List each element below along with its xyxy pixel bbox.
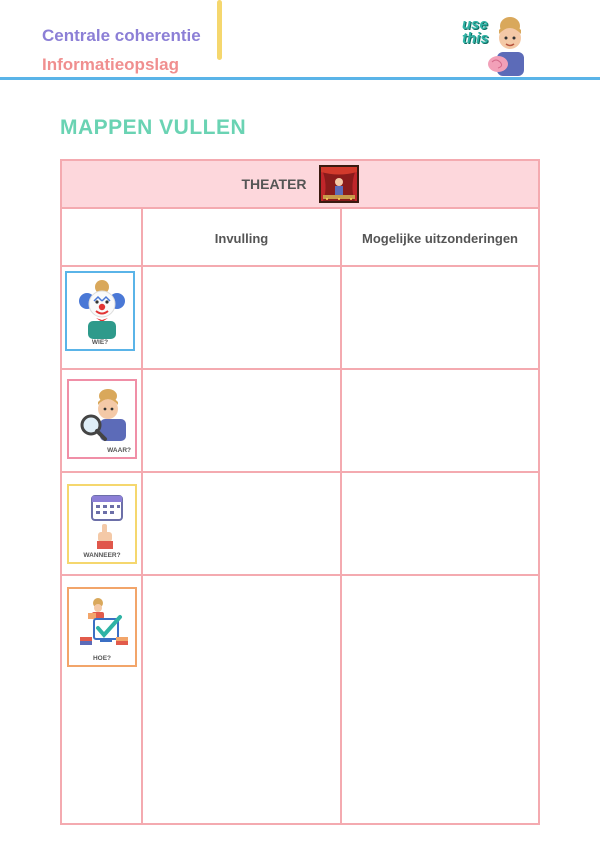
header-title-secondary: Informatieopslag (42, 55, 179, 74)
row-label-wanneer: WANNEER? (83, 552, 121, 559)
row-icon-card-hoe (67, 587, 137, 667)
column-header-invulling: Invulling (214, 230, 269, 246)
row-icon-card-wanneer (67, 484, 137, 564)
cell-invulling-waar (143, 370, 340, 471)
cell-uitzonderingen-hoe (342, 576, 538, 823)
header-title-primary: Centrale coherentie (42, 26, 201, 45)
clown-avatar-icon (76, 279, 128, 341)
theater-stage-icon (319, 165, 359, 203)
cell-invulling-wie (143, 267, 340, 368)
cell-uitzonderingen-wie (342, 267, 538, 368)
header-accent-bar (217, 0, 222, 60)
column-header-empty (62, 211, 141, 265)
table-banner (62, 161, 538, 209)
logo-text: use this (462, 16, 489, 47)
column-header-uitzonderingen: Mogelijke uitzonderingen (361, 230, 518, 246)
magnifier-avatar-icon (78, 387, 130, 447)
checklist-books-icon (78, 595, 130, 655)
row-icon-card-wie (65, 271, 135, 351)
row-icon-card-waar (67, 379, 137, 459)
page-title: MAPPEN VULLEN (60, 116, 247, 139)
cell-invulling-hoe (143, 576, 340, 823)
folder-table (60, 159, 540, 825)
row-label-wie: WIE? (91, 339, 109, 346)
cell-uitzonderingen-wanneer (342, 473, 538, 574)
banner-label: THEATER (241, 176, 307, 192)
row-label-hoe: HOE? (92, 655, 112, 662)
cell-invulling-wanneer (143, 473, 340, 574)
use-this-logo (460, 14, 530, 78)
cell-uitzonderingen-waar (342, 370, 538, 471)
avatar-with-brain-icon (484, 16, 530, 78)
calendar-hand-icon (78, 492, 130, 552)
row-label-waar: WAAR? (107, 447, 131, 454)
